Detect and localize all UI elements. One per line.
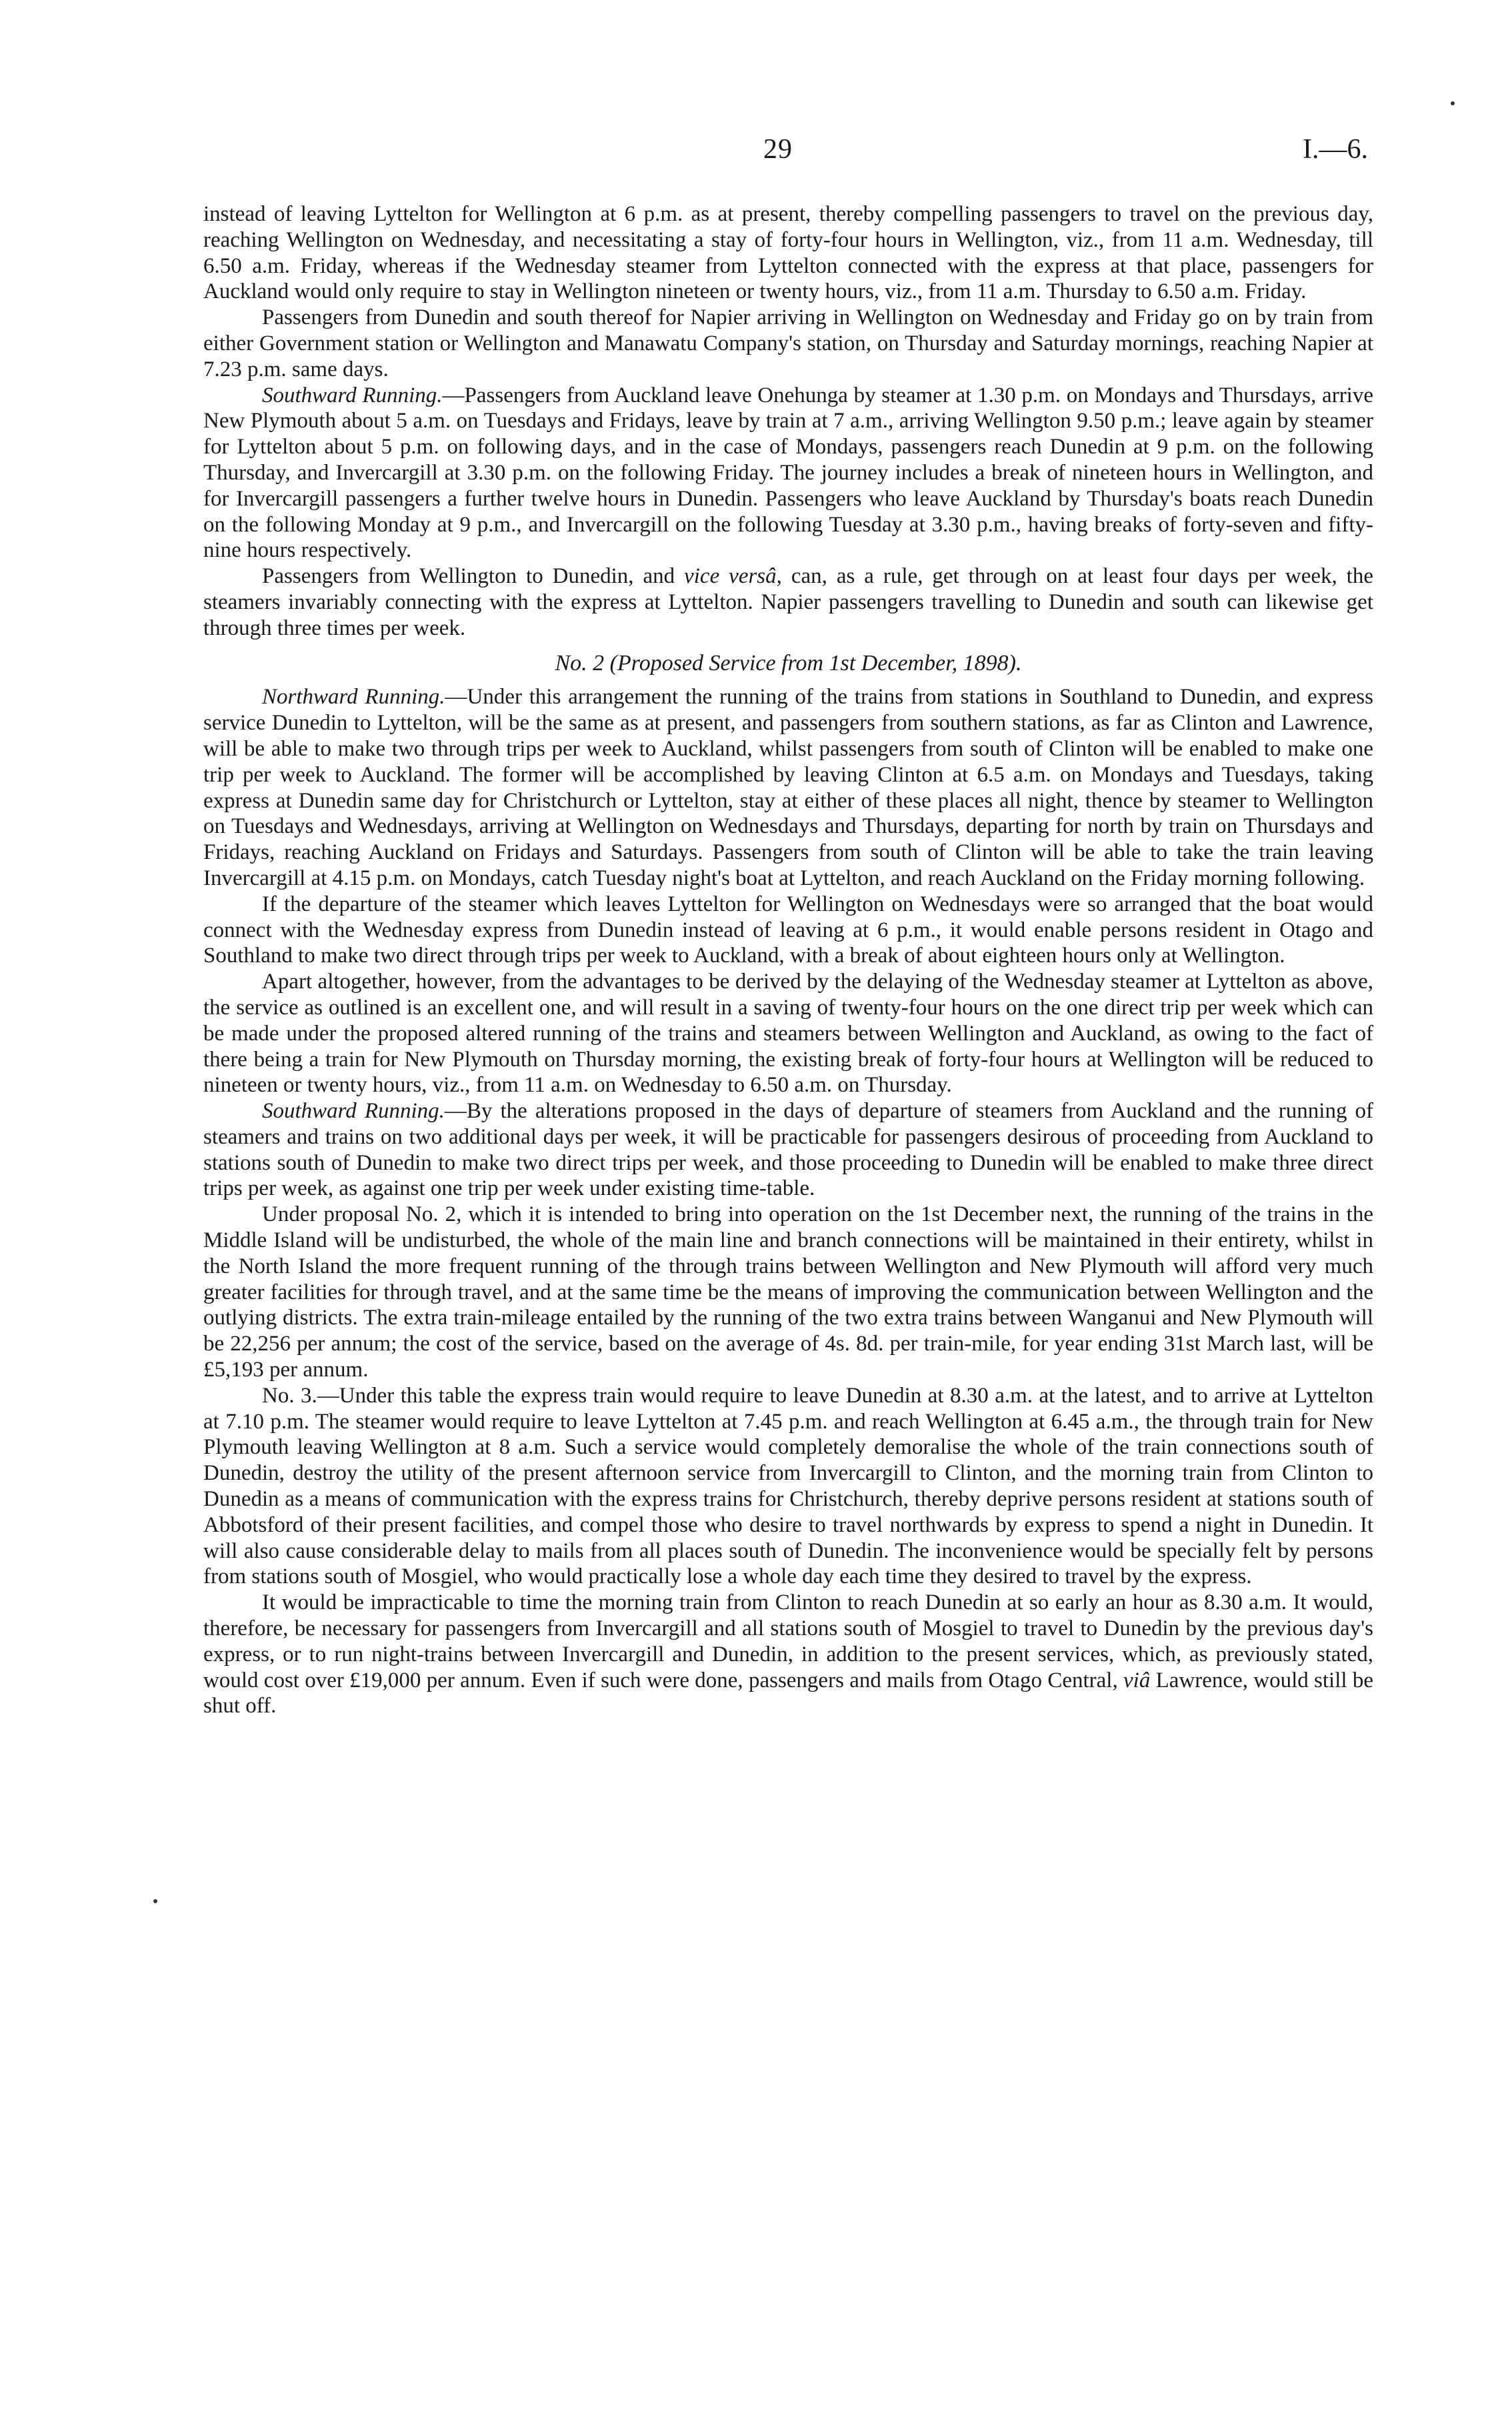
section-heading-no2: No. 2 (Proposed Service from 1st December, 1898).	[555, 650, 1022, 676]
southward-running-label-2: Southward Running.	[262, 1099, 445, 1124]
paragraph-final	[203, 1590, 1373, 1719]
southward-running-text: —Passengers from Auckland leave Onehunga by steamer at 1.30 p.m. on Mondays and Thursdays, arrive New Plymouth about 5 a.m. on Tuesdays and Fridays, leave by train at 7 a.m., arriving Wellington 9.50 p.m.; leave again by steamer for Lyttelton about 5 p.m. on following days, and in the case of Mondays, passengers reach Dunedin at 9 p.m. on the following Thursday, and Invercargill at 3.30 p.m. on the following Friday. The journey includes a break of nineteen hours in Wellington, and for Invercargill passengers a further twelve hours in Dunedin. Passengers who leave Auckland by Thursday's boats reach Dunedin on the following Monday at 9 p.m., and Invercargill on the following Tuesday at 3.30 p.m., having breaks of forty-seven and fifty-nine hours respectively.	[203, 383, 1373, 563]
northward-running-text: —Under this arrangement the running of the trains from stations in Southland to Dunedin, and express service Dunedin to Lyttelton, will be the same as at present, and passengers from southern stations, as far as Clinton and Lawrence, will be able to make two through trips per week to Auckland, whilst passengers from south of Clinton will be enabled to make one trip per week to Auckland. The former will be accomplished by leaving Clinton at 6.5 a.m. on Mondays and Tuesdays, taking express at Dunedin same day for Christchurch or Lyttelton, stay at either of these places all night, thence by steamer to Wellington on Tuesdays and Wednesdays, arriving at Wellington on Wednesdays and Thursdays, departing for north by train on Thursdays and Fridays, reaching Auckland on Fridays and Saturdays. Passengers from south of Clinton will be able to take the train leaving Invercargill at 4.15 p.m. on Mondays, catch Tuesday night's boat at Lyttelton, and reach Auckland on the Friday morning following.	[203, 685, 1373, 890]
paragraph-proposal: Under proposal No. 2, which it is intended to bring into operation on the 1st December next, the running of the trains in the Middle Island will be undisturbed, the whole of the main line and branch connections will be maintained in their entirety, whilst in the North Island the more frequent running of the through trains between Wellington and New Plymouth will afford very much greater facilities for through travel, and at the same time be the means of improving the communication between Wellington and the outlying districts. The extra train-mileage entailed by the running of the two extra trains between Wanganui and New Plymouth will be 22,256 per annum; the cost of the service, based on the average of 4s. 8d. per train-mile, for year ending 31st March last, will be £5,193 per annum.	[203, 1202, 1373, 1382]
vice-versa-after: , can, as a rule, get through on at least four days per week, the steamers invariably connecting with the express at Lyttelton. Napier passengers travelling to Dunedin and south can likewise get through three times per week.	[203, 564, 1373, 640]
vice-versa-before: Passengers from Wellington to Dunedin, and	[262, 564, 685, 589]
paragraph-intro-continued: instead of leaving Lyttelton for Wellington at 6 p.m. as at present, thereby compelling passengers to travel on the previous day, reaching Wellington on Wednesday, and necessitating a stay of forty-four hours in Wellington, viz., from 11 a.m. Wednesday, till 6.50 a.m. Friday, whereas if the Wednesday steamer from Lyttelton connected with the express at that place, passengers for Auckland would only require to stay in Wellington nineteen or twenty hours, viz., from 11 a.m. Thursday to 6.50 a.m. Friday.	[203, 202, 1373, 304]
final-after: Lawrence, would still be shut off.	[203, 1668, 1374, 1718]
document-reference: I.—6.	[1303, 134, 1368, 165]
paragraph-southward-running-2	[203, 1098, 1373, 1202]
body-text	[203, 201, 1373, 1719]
final-italic: viâ	[1123, 1668, 1151, 1692]
print-speck	[153, 1899, 157, 1903]
southward-running-text-2: —By the alterations proposed in the days of departure of steamers from Auckland and the running of steamers and trains on two additional days per week, it will be practicable for passengers desirous of proceeding from Auckland to stations south of Dunedin to make two direct trips per week, and those proceeding to Dunedin will be enabled to make three direct trips per week, as against one trip per week under existing time-table.	[203, 1099, 1373, 1201]
northward-running-label: Northward Running.	[262, 685, 445, 710]
paragraph-departure: If the departure of the steamer which leaves Lyttelton for Wellington on Wednesdays were so arranged that the boat would connect with the Wednesday express from Dunedin instead of leaving at 6 p.m., it would enable persons resident in Otago and Southland to make two direct through trips per week to Auckland, with a break of about eighteen hours only at Wellington.	[203, 892, 1373, 968]
paragraph-northward-running	[203, 684, 1373, 891]
page-number: 29	[763, 134, 793, 165]
paragraph-vice-versa	[203, 563, 1373, 641]
southward-running-label: Southward Running.	[262, 383, 443, 407]
paragraph-napier: Passengers from Dunedin and south thereof for Napier arriving in Wellington on Wednesday and Friday go on by train from either Government station or Wellington and Manawatu Company's station, on Thursday and Saturday mornings, reaching Napier at 7.23 p.m. same days.	[203, 305, 1373, 381]
paragraph-no3: No. 3.—Under this table the express train would require to leave Dunedin at 8.30 a.m. at the latest, and to arrive at Lyttelton at 7.10 p.m. The steamer would require to leave Lyttelton at 7.45 p.m. and reach Wellington at 6.45 a.m., the through train for New Plymouth leaving Wellington at 8 a.m. Such a service would completely demoralise the whole of the train connections south of Dunedin, destroy the utility of the present afternoon service from Invercargill to Clinton, and the morning train from Clinton to Dunedin as a means of communication with the express trains for Christchurch, thereby deprive persons resident at stations south of Abbotsford of their present facilities, and compel those who desire to travel northwards by express to spend a night in Dunedin. It will also cause considerable delay to mails from all places south of Dunedin. The inconvenience would be specially felt by persons from stations south of Mosgiel, who would practically lose a whole day each time they desired to travel by the express.	[203, 1383, 1373, 1589]
print-speck	[1451, 101, 1455, 105]
paragraph-southward-running-1	[203, 383, 1373, 564]
final-before: It would be impracticable to time the morning train from Clinton to reach Dunedin at so early an hour as 8.30 a.m. It would, therefore, be necessary for passengers from Invercargill and all stations south of Mosgiel to travel to Dunedin by the previous day's express, or to run night-trains between Invercargill and Dunedin, in addition to the present services, which, as previously stated, would cost over £19,000 per annum. Even if such were done, passengers and mails from Otago Central,	[203, 1590, 1373, 1692]
paragraph-apart: Apart altogether, however, from the advantages to be derived by the delaying of the Wednesday steamer at Lyttelton as above, the service as outlined is an excellent one, and will result in a saving of twenty-four hours on the one direct trip per week which can be made under the proposed altered running of the trains and steamers between Wellington and Auckland, as owing to the fact of there being a train for New Plymouth on Thursday morning, the existing break of forty-four hours at Wellington will be reduced to nineteen or twenty hours, viz., from 11 a.m. on Wednesday to 6.50 a.m. on Thursday.	[203, 970, 1373, 1098]
vice-versa-italic: vice versâ	[684, 564, 777, 589]
